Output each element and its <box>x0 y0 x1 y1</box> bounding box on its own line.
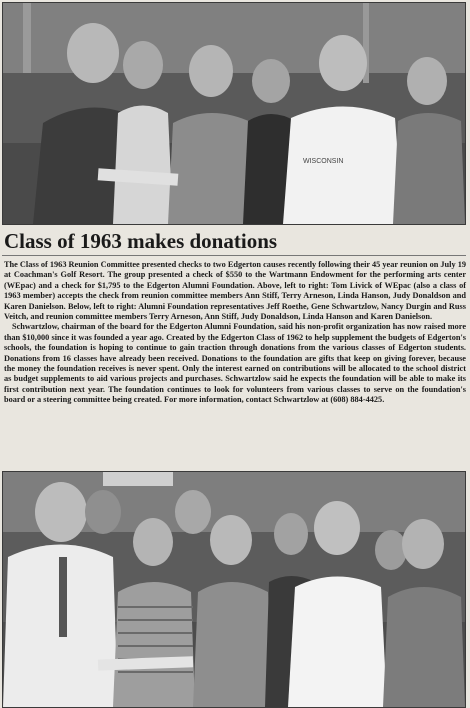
top-photo <box>2 2 466 225</box>
headline: Class of 1963 makes donations <box>4 229 278 253</box>
article-paragraph-1: The Class of 1963 Reunion Committee presented checks to two Edgerton causes recently following their 45 year reunion on July 19 at Coachman's Golf Resort. The group presented a check of $550 to the Wartmann Endowment for the performing arts center (WEpac) and a check for $1,795 to the Edgerton Alumni Foundation. Above, left to right: Tom Livick of WEpac (also a class of 1963 member) accepts the check from reunion committee members Ann Stiff, Terry Arneson, Linda Hanson, Judy Donaldson and Karen Danielson. Below, left to right: Alumni Foundation representatives Jeff Roethe, Gene Schwartzlow, Nancy Durgin and Russ Veitch, and reunion committee members Terry Arneson, Ann Stiff, Judy Donaldson, Linda Hanson and Karen Danielson. <box>4 260 466 322</box>
article-body <box>4 260 466 406</box>
article-paragraph-2: Schwartzlow, chairman of the board for the Edgerton Alumni Foundation, said his non-profit organization has now raised more than $10,000 since it was founded a year ago. Created by the Edgerton Class of 1962 to help supplement the budgets of Edgerton's schools, the foundation is hoping to continue to gain traction through donations from the various classes of Edgerton students. Donations from 16 classes have already been received. Donations to the foundation are gifts that keep on giving forever, because the money the foundation receives is never spent. Only the interest earned on contributions will be allocated to the school district as budget supplements to aid various projects and purchases. Schwartzlow said he expects the foundation will be able to make its first contribution next year. The foundation continues to look for volunteers from various classes to serve on the foundation's board or a steering committee being created. For more information, contact Schwartzlow at (608) 884-4425. <box>4 322 466 405</box>
top-photo-graphic <box>3 3 465 224</box>
bottom-photo <box>2 471 466 708</box>
bottom-photo-graphic <box>3 472 465 707</box>
headline-rule <box>2 255 466 256</box>
svg-text:WISCONSIN: WISCONSIN <box>303 158 344 165</box>
